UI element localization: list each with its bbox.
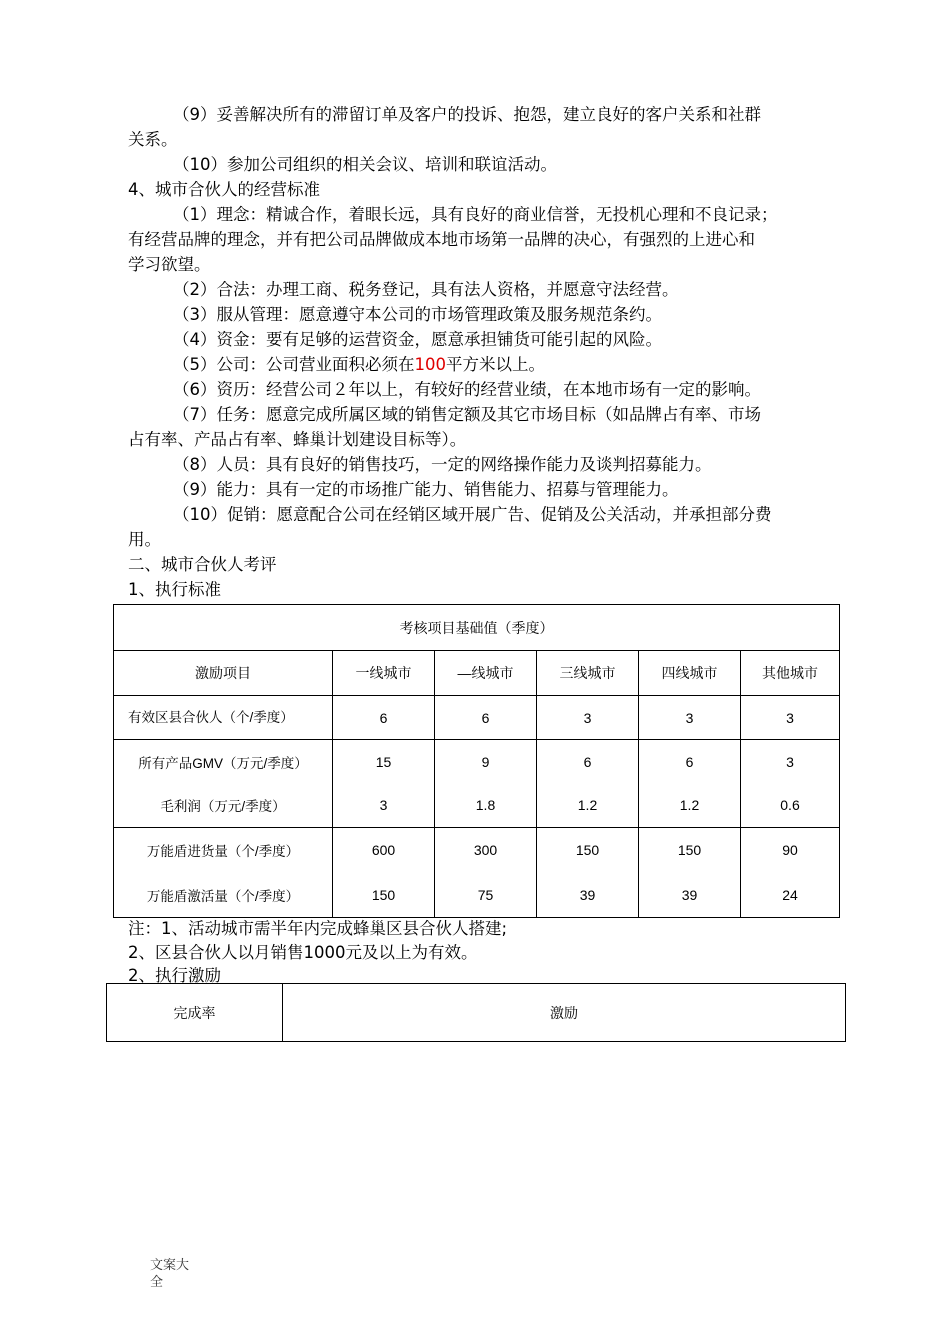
- paragraph-line: （1）理念：精诚合作，着眼长远，具有良好的商业信誉，无投机心理和不良记录；: [173, 205, 778, 224]
- paragraph-line: （6）资历：经营公司２年以上，有较好的经营业绩，在本地市场有一定的影响。: [173, 380, 761, 399]
- table-header-cell: —线城市: [435, 651, 537, 696]
- table-header-cell: 四线城市: [639, 651, 741, 696]
- note-line: 注：1、活动城市需半年内完成蜂巢区县合伙人搭建;: [128, 919, 508, 938]
- table-row: [114, 784, 840, 828]
- table-cell: 6: [333, 696, 435, 740]
- table-cell: 75: [435, 873, 537, 918]
- table-cell: 15: [333, 740, 435, 784]
- footer-watermark: 文案大全: [150, 1258, 190, 1290]
- paragraph-line: 用。: [128, 530, 161, 549]
- assessment-table: [113, 604, 840, 918]
- paragraph-text: 平方米以上。: [446, 355, 545, 374]
- table-row: [114, 873, 840, 918]
- table-cell: 90: [741, 828, 840, 873]
- paragraph-line: （10）参加公司组织的相关会议、培训和联谊活动。: [173, 155, 557, 174]
- row-label: 万能盾激活量（个/季度）: [114, 873, 333, 918]
- table-cell: 3: [333, 784, 435, 828]
- paragraph-line: （10）促销：愿意配合公司在经销区域开展广告、促销及公关活动，并承担部分费: [173, 505, 772, 524]
- table-cell: 1.2: [639, 784, 741, 828]
- incentive-table: [106, 983, 846, 1042]
- highlight-number: 100: [414, 355, 446, 374]
- row-label: 有效区县合伙人（个/季度）: [114, 696, 333, 740]
- section-heading: 二、城市合伙人考评: [128, 555, 277, 574]
- paragraph-line: （9）妥善解决所有的滞留订单及客户的投诉、抱怨，建立良好的客户关系和社群: [173, 105, 761, 124]
- paragraph-line: 占有率、产品占有率、蜂巢计划建设目标等）。: [128, 430, 467, 449]
- section-heading: 1、执行标准: [128, 580, 221, 599]
- document-body: [128, 102, 863, 602]
- table-header-cell: 激励项目: [114, 651, 333, 696]
- row-label: 毛利润（万元/季度）: [114, 784, 333, 828]
- row-label: 万能盾进货量（个/季度）: [114, 828, 333, 873]
- table-cell: 300: [435, 828, 537, 873]
- paragraph-line: 有经营品牌的理念，并有把公司品牌做成本地市场第一品牌的决心，有强烈的上进心和: [128, 230, 755, 249]
- paragraph-line: 学习欲望。: [128, 255, 211, 274]
- paragraph-line: （9）能力：具有一定的市场推广能力、销售能力、招募与管理能力。: [173, 480, 679, 499]
- paragraph-line: 关系。: [128, 130, 178, 149]
- table-cell: 3: [741, 740, 840, 784]
- table-row: [114, 696, 840, 740]
- paragraph-text: （5）公司：公司营业面积必须在: [173, 355, 415, 374]
- table-cell: 150: [333, 873, 435, 918]
- table-cell: 9: [435, 740, 537, 784]
- table-cell: 39: [537, 873, 639, 918]
- section-heading: 2、执行激励: [128, 966, 221, 985]
- table-cell: 150: [639, 828, 741, 873]
- paragraph-line: （7）任务：愿意完成所属区域的销售定额及其它市场目标（如品牌占有率、市场: [173, 405, 761, 424]
- table-cell: 39: [639, 873, 741, 918]
- table-header-cell: 激励: [283, 984, 846, 1042]
- section-heading: 4、城市合伙人的经营标准: [128, 180, 320, 199]
- table-cell: 0.6: [741, 784, 840, 828]
- table-cell: 150: [537, 828, 639, 873]
- paragraph-line: （3）服从管理：愿意遵守本公司的市场管理政策及服务规范条约。: [173, 305, 662, 324]
- table-cell: 1.8: [435, 784, 537, 828]
- table-cell: 24: [741, 873, 840, 918]
- table-cell: 3: [639, 696, 741, 740]
- paragraph-line: （2）合法：办理工商、税务登记，具有法人资格，并愿意守法经营。: [173, 280, 679, 299]
- table-cell: 6: [435, 696, 537, 740]
- table-cell: 6: [537, 740, 639, 784]
- table-title: 考核项目基础值（季度）: [114, 605, 840, 651]
- paragraph-line: [128, 352, 863, 377]
- paragraph-line: （8）人员：具有良好的销售技巧，一定的网络操作能力及谈判招募能力。: [173, 455, 712, 474]
- table-header-cell: 完成率: [107, 984, 283, 1042]
- table-cell: 3: [537, 696, 639, 740]
- table-header-cell: 一线城市: [333, 651, 435, 696]
- table-row: [114, 828, 840, 873]
- row-label: 所有产品GMV（万元/季度）: [114, 740, 333, 784]
- table-cell: 600: [333, 828, 435, 873]
- table-header-cell: 其他城市: [741, 651, 840, 696]
- paragraph-line: （4）资金：要有足够的运营资金，愿意承担铺货可能引起的风险。: [173, 330, 662, 349]
- table-cell: 6: [639, 740, 741, 784]
- table-cell: 1.2: [537, 784, 639, 828]
- table-row: [114, 740, 840, 784]
- note-line: 2、区县合伙人以月销售1000元及以上为有效。: [128, 943, 478, 962]
- table-cell: 3: [741, 696, 840, 740]
- table-header-cell: 三线城市: [537, 651, 639, 696]
